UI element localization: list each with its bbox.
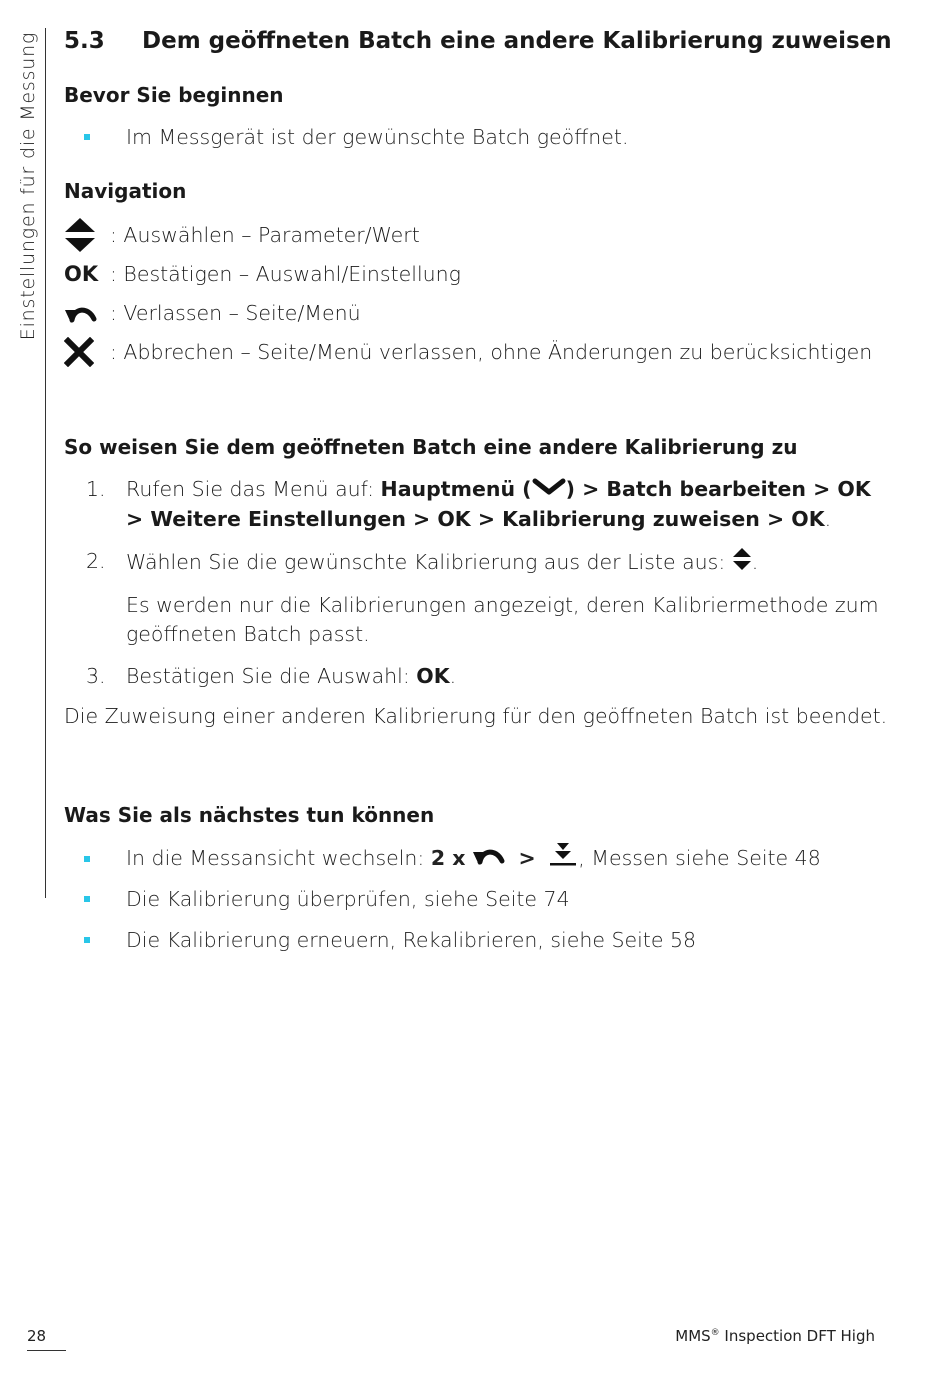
sidebar-chapter-tab <box>13 28 43 343</box>
procedure-heading: So weisen Sie dem geöffneten Batch eine andere Kalibrierung zu <box>64 435 798 459</box>
step-number: 2. <box>86 548 106 573</box>
path-separator: > <box>518 845 536 870</box>
nav-row-ok <box>64 254 894 293</box>
procedure-result: Die Zuweisung einer anderen Kalibrierung für den geöffneten Batch ist beendet. <box>64 703 888 728</box>
step-suffix: . <box>449 663 457 688</box>
step-text: Bestätigen Sie die Auswahl: <box>126 663 417 688</box>
step-item <box>64 475 894 534</box>
step-item <box>64 547 894 649</box>
bullet-square-icon <box>84 134 90 140</box>
list-item <box>64 841 894 877</box>
cancel-x-icon <box>64 337 110 367</box>
bullet-square-icon <box>84 937 90 943</box>
procedure-steps <box>64 475 894 691</box>
step-note: Es werden nur die Kalibrierungen angezeigt, deren Kalibriermethode zum geöffneten Batch passt. <box>126 592 879 646</box>
step-number: 1. <box>86 477 106 501</box>
nav-row-back <box>64 293 894 332</box>
nav-row-text: : Bestätigen – Auswahl/Einstellung <box>110 261 461 286</box>
product-brand: MMS <box>675 1327 711 1345</box>
list-item-text: Die Kalibrierung überprüfen, siehe Seite 74 <box>126 886 570 911</box>
list-item <box>64 923 894 957</box>
repeat-count: 2 x <box>430 845 466 870</box>
measure-icon <box>548 841 578 877</box>
step-number: 3. <box>86 663 106 688</box>
footer-divider <box>27 1350 66 1351</box>
nav-row-text: : Abbrechen – Seite/Menü verlassen, ohne Änderungen zu berücksichtigen <box>110 339 873 364</box>
ok-key-label: OK <box>416 663 450 688</box>
ok-key-label: OK <box>64 261 99 286</box>
list-item <box>64 882 894 916</box>
list-item <box>64 125 894 149</box>
nav-row-select <box>64 215 894 254</box>
sidebar-chapter-label: Einstellungen für die Messung <box>17 31 39 340</box>
step-text: Rufen Sie das Menü auf: <box>126 477 381 501</box>
step-suffix: . <box>751 549 759 574</box>
menu-path-rest: ) > Batch bearbeiten > OK > Weitere Einstellungen > OK > Kalibrierung zuweisen > OK <box>126 477 871 531</box>
nav-row-text: : Verlassen – Seite/Menü <box>110 300 361 325</box>
step-item <box>64 662 894 691</box>
nav-row-cancel <box>64 332 894 371</box>
menu-path-start: Hauptmenü ( <box>380 477 532 501</box>
bullet-square-icon <box>84 856 90 862</box>
list-item-suffix: , Messen siehe Seite 48 <box>578 845 821 870</box>
list-item-text: In die Messansicht wechseln: <box>126 845 431 870</box>
nav-row-text: : Auswählen – Parameter/Wert <box>110 222 420 247</box>
section-number: 5.3 <box>64 28 105 54</box>
navigation-legend <box>64 215 894 371</box>
product-model: Inspection DFT High <box>719 1327 875 1345</box>
registered-mark: ® <box>710 1328 720 1338</box>
step-text: Wählen Sie die gewünschte Kalibrierung aus der Liste aus: <box>126 549 732 574</box>
chevron-down-icon <box>532 476 566 505</box>
back-arrow-icon <box>64 302 110 324</box>
list-item-text: Die Kalibrierung erneuern, Rekalibrieren, siehe Seite 58 <box>126 927 697 952</box>
before-list <box>64 125 894 149</box>
up-down-arrows-icon <box>64 217 110 253</box>
next-list <box>64 841 894 957</box>
page-content <box>64 24 894 957</box>
before-heading: Bevor Sie beginnen <box>64 83 284 107</box>
up-down-arrows-icon <box>732 547 752 579</box>
section-title: Dem geöffneten Batch eine andere Kalibrierung zuweisen <box>142 28 892 54</box>
list-item-text: Im Messgerät ist der gewünschte Batch geöffnet. <box>126 125 629 149</box>
section-heading <box>64 24 894 58</box>
sidebar-divider <box>45 28 46 898</box>
bullet-square-icon <box>84 896 90 902</box>
navigation-heading: Navigation <box>64 179 187 203</box>
product-name <box>675 1327 875 1345</box>
back-arrow-icon <box>472 842 506 876</box>
step-suffix: . <box>824 506 832 531</box>
next-heading: Was Sie als nächstes tun können <box>64 802 435 827</box>
page-number: 28 <box>27 1327 47 1345</box>
